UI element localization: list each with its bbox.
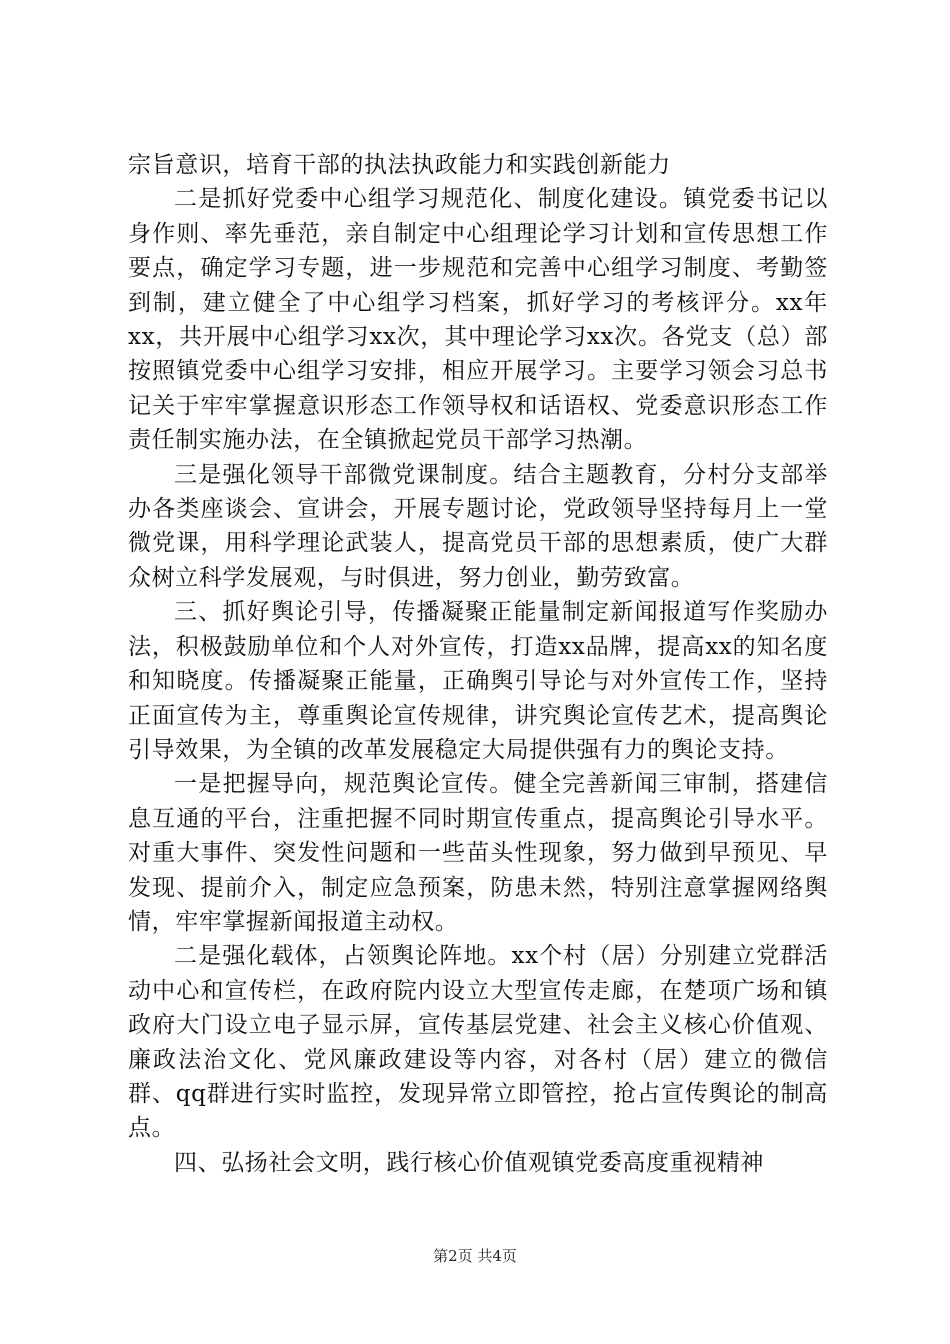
document-body (128, 148, 828, 1180)
paragraph-micro-party-class: 三是强化领导干部微党课制度。结合主题教育，分村分支部举办各类座谈会、宣讲会，开展专题讨论，党政领导坚持每月上一堂微党课，用科学理论武装人，提高党员干部的思想素质，使广大群众树立科学发展观，与时俱进，努力创业，勤劳致富。 (128, 461, 828, 591)
paragraph-strengthen-carriers: 二是强化载体，占领舆论阵地。xx个村（居）分别建立党群活动中心和宣传栏，在政府院内设立大型宣传走廊，在楚项广场和镇政府大门设立电子显示屏，宣传基层党建、社会主义核心价值观、廉政法治文化、党风廉政建设等内容，对各村（居）建立的微信群、qq群进行实时监控，发现异常立即管控，抢占宣传舆论的制高点。 (128, 943, 828, 1142)
paragraph-social-civilization: 四、弘扬社会文明，践行核心价值观镇党委高度重视精神 (174, 1149, 764, 1176)
paragraph-continuation: 宗旨意识，培育干部的执法执政能力和实践创新能力 (128, 152, 671, 178)
paragraph-grasp-orientation: 一是把握导向，规范舆论宣传。健全完善新闻三审制，搭建信息互通的平台，注重把握不同时期宣传重点，提高舆论引导水平。对重大事件、突发性问题和一些苗头性现象，努力做到早预见、早发现、提前介入，制定应急预案，防患未然，特别注意掌握网络舆情，牢牢掌握新闻报道主动权。 (128, 771, 828, 935)
page-number-footer: 第2页 共4页 (433, 1247, 517, 1265)
paragraph-public-opinion-guidance: 三、抓好舆论引导，传播凝聚正能量制定新闻报道写作奖励办法，积极鼓励单位和个人对外宣传，打造xx品牌，提高xx的知名度和知晓度。传播凝聚正能量，正确舆引导论与对外宣传工作，坚持正面宣传为主，尊重舆论宣传规律，讲究舆论宣传艺术，提高舆论引导效果，为全镇的改革发展稳定大局提供强有力的舆论支持。 (128, 599, 828, 763)
paragraph-study-standardization: 二是抓好党委中心组学习规范化、制度化建设。镇党委书记以身作则、率先垂范，亲自制定中心组理论学习计划和宣传思想工作要点，确定学习专题，进一步规范和完善中心组学习制度、考勤签到制，建立健全了中心组学习档案，抓好学习的考核评分。xx年xx，共开展中心组学习xx次，其中理论学习xx次。各党支（总）部按照镇党委中心组学习安排，相应开展学习。主要学习领会习总书记关于牢牢掌握意识形态工作领导权和话语权、党委意识形态工作责任制实施办法，在全镇掀起党员干部学习热潮。 (128, 186, 828, 454)
